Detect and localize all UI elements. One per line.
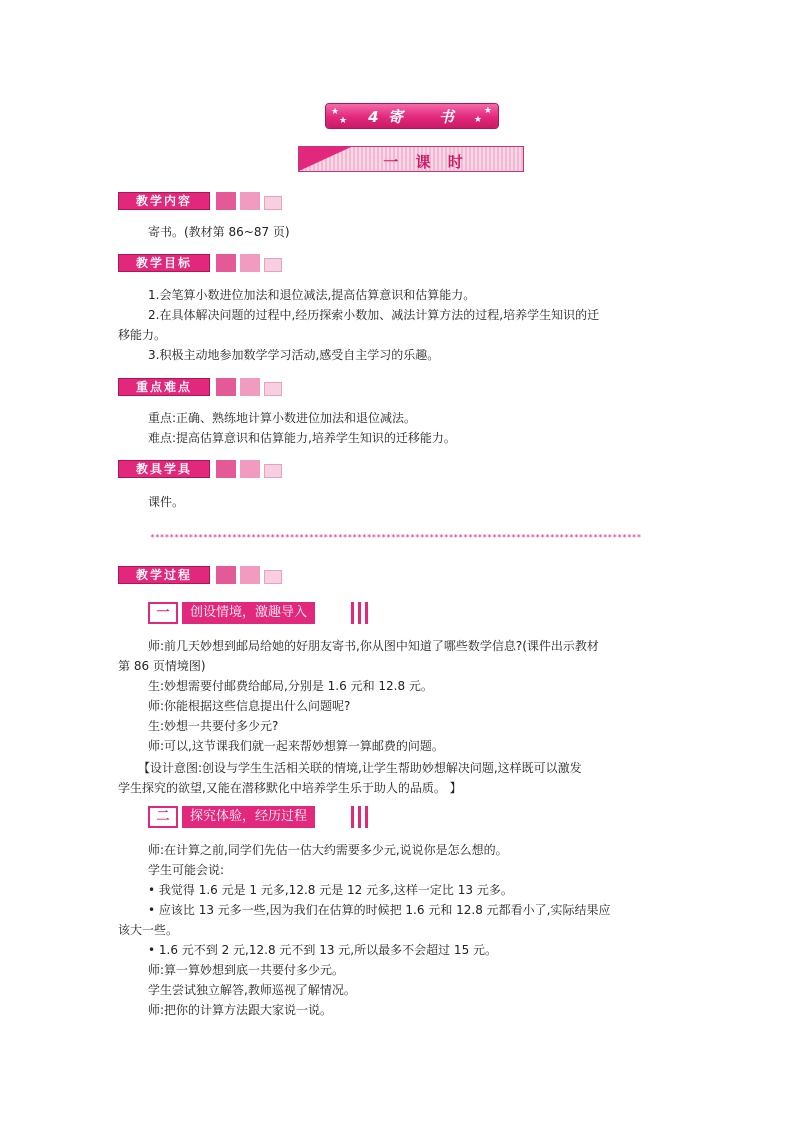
keypoint-item: 重点:正确、熟练地计算小数进位加法和退位减法。 (148, 411, 417, 425)
section-header-content (118, 192, 298, 210)
heading-decor-bar (365, 602, 368, 624)
paragraph-line: 师:在计算之前,同学们先估一估大约需要多少元,说说你是怎么想的。 (148, 843, 508, 857)
decor-square (264, 196, 282, 210)
paragraph-line: 师:可以,这节课我们就一起来帮妙想算一算邮费的问题。 (148, 739, 444, 753)
step-number: 二 (148, 806, 178, 828)
paragraph-line: 师:你能根据这些信息提出什么问题呢? (148, 699, 351, 713)
decor-square (240, 460, 260, 478)
decor-square (216, 192, 236, 210)
paragraph-line: 师:把你的计算方法跟大家说一说。 (148, 1003, 333, 1017)
lesson-subtitle-banner (298, 146, 524, 172)
decor-square (264, 570, 282, 584)
step-title: 创设情境，激趣导入 (182, 602, 315, 624)
star-separator: ****************************************************************************************************** (150, 533, 642, 542)
decor-square (264, 258, 282, 272)
decor-square (216, 254, 236, 272)
paragraph-line: 师:前几天妙想到邮局给她的好朋友寄书,你从图中知道了哪些数学信息?(课件出示教材 (148, 639, 599, 653)
tools-text: 课件。 (148, 495, 185, 509)
section-header-process (118, 566, 298, 584)
bullet-line: 该大一些。 (118, 923, 179, 937)
heading-decor-bar (358, 806, 361, 828)
star-icon: ★ (331, 107, 340, 117)
section-label: 教学目标 (118, 254, 210, 272)
design-intent-line: 学生探究的欲望,又能在潜移默化中培养学生乐于助人的品质。 】 (118, 781, 462, 795)
goal-item: 2.在具体解决问题的过程中,经历探索小数加、减法计算方法的过程,培养学生知识的迁 (148, 308, 600, 322)
step-number: 一 (148, 602, 178, 624)
section-header-goals (118, 254, 298, 272)
bullet-line: • 应该比 13 元多一些,因为我们在估算的时候把 1.6 元和 12.8 元都看小了,实际结果应 (148, 903, 611, 917)
paragraph-line: 生:妙想一共要付多少元? (148, 719, 279, 733)
step-heading-2 (148, 806, 378, 828)
decor-square (216, 378, 236, 396)
decor-square (216, 460, 236, 478)
heading-decor-bar (365, 806, 368, 828)
paragraph-line: 生:妙想需要付邮费给邮局,分别是 1.6 元和 12.8 元。 (148, 679, 433, 693)
decor-square (240, 254, 260, 272)
star-icon: ★ (339, 116, 348, 126)
heading-decor-bar (351, 602, 354, 624)
section-label: 重点难点 (118, 378, 210, 396)
star-icon: ★ (473, 115, 482, 125)
paragraph-line: 第 86 页情境图) (118, 659, 206, 673)
design-intent-line: 【设计意图:创设与学生生活相关联的情境,让学生帮助妙想解决问题,这样既可以激发 (138, 761, 582, 775)
paragraph-line: 师:算一算妙想到底一共要付多少元。 (148, 963, 345, 977)
section-header-keypoints (118, 378, 298, 396)
paragraph-line: 学生可能会说: (148, 863, 225, 877)
decor-square (240, 566, 260, 584)
section-label: 教学内容 (118, 192, 210, 210)
star-icon: ★ (483, 106, 492, 116)
decor-square (264, 382, 282, 396)
bullet-line: • 我觉得 1.6 元是 1 元多,12.8 元是 12 元多,这样一定比 13 元多。 (148, 883, 513, 897)
lesson-subtitle: 一 课 时 (383, 153, 469, 171)
decor-square (264, 464, 282, 478)
step-title: 探究体验，经历过程 (182, 806, 315, 828)
heading-decor-bar (358, 602, 361, 624)
content-text: 寄书。(教材第 86~87 页) (148, 225, 290, 239)
goal-item: 移能力。 (118, 328, 167, 342)
chapter-title-banner (326, 104, 498, 128)
decor-square (240, 192, 260, 210)
section-header-tools (118, 460, 298, 478)
decor-square (216, 566, 236, 584)
keypoint-item: 难点:提高估算意识和估算能力,培养学生知识的迁移能力。 (148, 431, 456, 445)
section-label: 教具学具 (118, 460, 210, 478)
step-heading-1 (148, 602, 378, 624)
decor-square (240, 378, 260, 396)
goal-item: 3.积极主动地参加数学学习活动,感受自主学习的乐趣。 (148, 348, 440, 362)
goal-item: 1.会笔算小数进位加法和退位减法,提高估算意识和估算能力。 (148, 288, 476, 302)
section-label: 教学过程 (118, 566, 210, 584)
paragraph-line: 学生尝试独立解答,教师巡视了解情况。 (148, 983, 356, 997)
heading-decor-bar (351, 806, 354, 828)
chapter-title: 4 寄 书 (368, 108, 456, 126)
bullet-line: • 1.6 元不到 2 元,12.8 元不到 13 元,所以最多不会超过 15 元。 (148, 943, 498, 957)
